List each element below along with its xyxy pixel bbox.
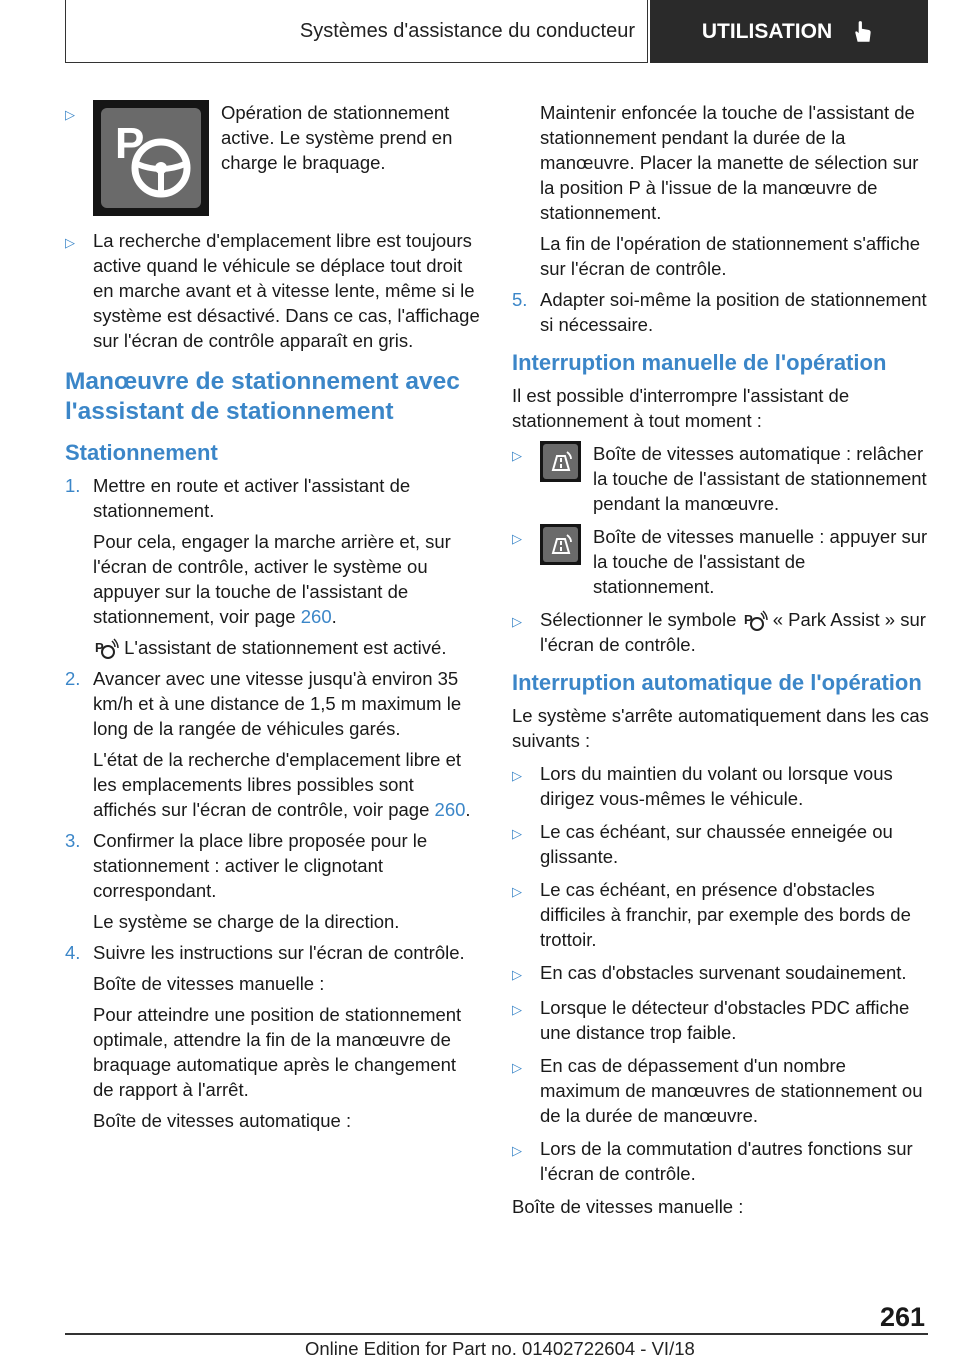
svg-text:P: P xyxy=(743,612,753,628)
bullet-text: Lors de la commutation d'autres fonctions sur l'écran de contrôle. xyxy=(540,1138,913,1185)
bullet-text: Lors du maintien du volant ou lorsque vous dirigez vous-mêmes le véhicule. xyxy=(540,763,893,810)
bullet-text: En cas de dépassement d'un nombre maximum de manœuvres de stationnement ou de la durée de manœuvre. xyxy=(540,1055,923,1127)
left-column xyxy=(65,100,480,1139)
step-number: 1. xyxy=(65,475,81,496)
chapter-tab xyxy=(650,0,928,63)
step-paragraph: Pour atteindre une position de stationnement optimale, attendre la fin de la manœuvre de braquage automatique après le changement de rapport à l'arrêt. xyxy=(93,1004,462,1101)
bullet-triangle-icon: ▷ xyxy=(65,107,75,122)
bullet-item xyxy=(512,441,930,516)
bullet-triangle-icon: ▷ xyxy=(512,1143,522,1159)
bullet-text: Sélectionner le symbole xyxy=(540,609,737,630)
bullet-item xyxy=(512,1053,930,1128)
bullet-item xyxy=(512,607,930,657)
bullet-item xyxy=(512,960,930,987)
park-assist-icon xyxy=(93,638,119,660)
bullet-text: En cas d'obstacles survenant soudainement. xyxy=(540,962,907,984)
svg-text:P: P xyxy=(115,119,145,168)
step-number: 4. xyxy=(65,942,81,964)
park-steering-icon xyxy=(93,100,209,216)
bullet-text: « Park Assist » sur l'écran de contrôle. xyxy=(540,609,926,656)
bullet-triangle-icon: ▷ xyxy=(512,614,522,629)
bullet-text: Boîte de vitesses automatique : relâcher la touche de l'assistant de stationnement pendant la manœuvre. xyxy=(593,443,927,514)
svg-text:P: P xyxy=(95,640,104,656)
bullet-item xyxy=(512,524,930,599)
step-paragraph: L'état de la recherche d'emplacement libre et les emplacements libres possibles sont affichés sur l'écran de contrôle, voir page 260. xyxy=(93,749,471,821)
bullet-item xyxy=(512,761,930,811)
step-text: Mettre en route et activer l'assistant de stationnement. xyxy=(93,475,411,521)
paragraph: Le système s'arrête automatiquement dans les cas suivants : xyxy=(512,705,929,752)
bullet-triangle-icon: ▷ xyxy=(512,768,522,784)
bullet-text: Lorsque le détecteur d'obstacles PDC affiche une distance trop faible. xyxy=(540,997,910,1044)
bullet-triangle-icon: ▷ xyxy=(512,448,522,463)
step-item xyxy=(65,473,480,523)
bullet-text: Le cas échéant, sur chaussée enneigée ou glissante. xyxy=(540,821,893,868)
step-item xyxy=(65,828,480,903)
step-paragraph: Maintenir enfoncée la touche de l'assistant de stationnement pendant la durée de la manœuvre. Placer la manette de sélection sur la position P à l'issue de la manœuvre de stationnement. xyxy=(540,102,919,223)
park-assist-icon xyxy=(742,610,768,632)
bullet-item xyxy=(512,819,930,869)
step-paragraph: La fin de l'opération de stationnement s'affiche sur l'écran de contrôle. xyxy=(540,233,921,279)
bullet-text: Boîte de vitesses manuelle : appuyer sur la touche de l'assistant de stationnement. xyxy=(593,526,928,597)
bullet-item xyxy=(512,1136,930,1186)
paragraph: Il est possible d'interrompre l'assistant de stationnement à tout moment : xyxy=(512,385,850,431)
step-number: 5. xyxy=(512,289,528,310)
right-column xyxy=(512,100,930,1227)
bullet-triangle-icon: ▷ xyxy=(512,1002,522,1018)
section-title: Systèmes d'assistance du conducteur xyxy=(65,0,648,63)
page-header xyxy=(65,0,928,63)
step-text: Confirmer la place libre proposée pour le stationnement : activer le clignotant correspondant. xyxy=(93,830,428,902)
bullet-triangle-icon: ▷ xyxy=(512,967,522,983)
section-heading: Manœuvre de stationnement avec l'assistant de stationnement xyxy=(65,368,460,425)
park-assist-button-icon xyxy=(540,441,581,482)
step-number: 2. xyxy=(65,668,81,690)
bullet-text: La recherche d'emplacement libre est toujours active quand le véhicule se déplace tout droit en marche avant et à vitesse lente, même si le système est désactivé. Dans ce cas, l'affichage sur l'écran de contrôle apparaît en gris. xyxy=(93,230,480,351)
step-text: Suivre les instructions sur l'écran de contrôle. xyxy=(93,942,465,964)
bullet-item xyxy=(512,877,930,952)
edition-note: Online Edition for Part no. 01402722604 - VI/18 xyxy=(305,1338,695,1359)
step-paragraph: Le système se charge de la direction. xyxy=(93,911,400,933)
footer-divider xyxy=(65,1333,928,1335)
bullet-item xyxy=(65,100,480,216)
bullet-triangle-icon: ▷ xyxy=(512,1060,522,1076)
page-link[interactable]: 260 xyxy=(434,799,466,821)
step-number: 3. xyxy=(65,830,81,852)
step-text: Adapter soi-même la position de stationnement si nécessaire. xyxy=(540,289,927,335)
paragraph: Boîte de vitesses manuelle : xyxy=(512,1196,744,1218)
bullet-triangle-icon: ▷ xyxy=(512,884,522,900)
bullet-text: Opération de stationnement active. Le système prend en charge le braquage. xyxy=(221,102,453,173)
subsection-heading: Interruption manuelle de l'opération xyxy=(512,350,887,375)
park-assist-button-icon xyxy=(540,524,581,565)
bullet-triangle-icon: ▷ xyxy=(512,826,522,842)
page-link[interactable]: 260 xyxy=(300,606,332,627)
step-item xyxy=(512,287,930,337)
chapter-title: UTILISATION xyxy=(701,19,833,43)
bullet-triangle-icon: ▷ xyxy=(512,531,522,546)
step-text: Avancer avec une vitesse jusqu'à environ 35 km/h et à une distance de 1,5 m maximum le long de la rangée de véhicules garés. xyxy=(93,668,462,740)
bullet-text: Le cas échéant, en présence d'obstacles difficiles à franchir, par exemple des bords de trottoir. xyxy=(540,879,911,951)
hand-pointer-icon xyxy=(850,19,876,45)
step-paragraph: Boîte de vitesses manuelle : xyxy=(93,973,325,995)
step-paragraph: P L'assistant de stationnement est activé. xyxy=(93,635,480,660)
step-item xyxy=(65,940,480,965)
bullet-triangle-icon: ▷ xyxy=(65,235,75,250)
step-item xyxy=(65,666,480,741)
step-paragraph: Pour cela, engager la marche arrière et, sur l'écran de contrôle, activer le système ou appuyer sur la touche de l'assistant de stationnement, voir page 260. xyxy=(93,531,451,627)
subsection-heading: Stationnement xyxy=(65,440,218,465)
step-paragraph: Boîte de vitesses automatique : xyxy=(93,1110,352,1132)
page-number: 261 xyxy=(880,1302,926,1332)
bullet-item xyxy=(512,995,930,1045)
subsection-heading: Interruption automatique de l'opération xyxy=(512,670,922,696)
bullet-item xyxy=(65,228,480,353)
